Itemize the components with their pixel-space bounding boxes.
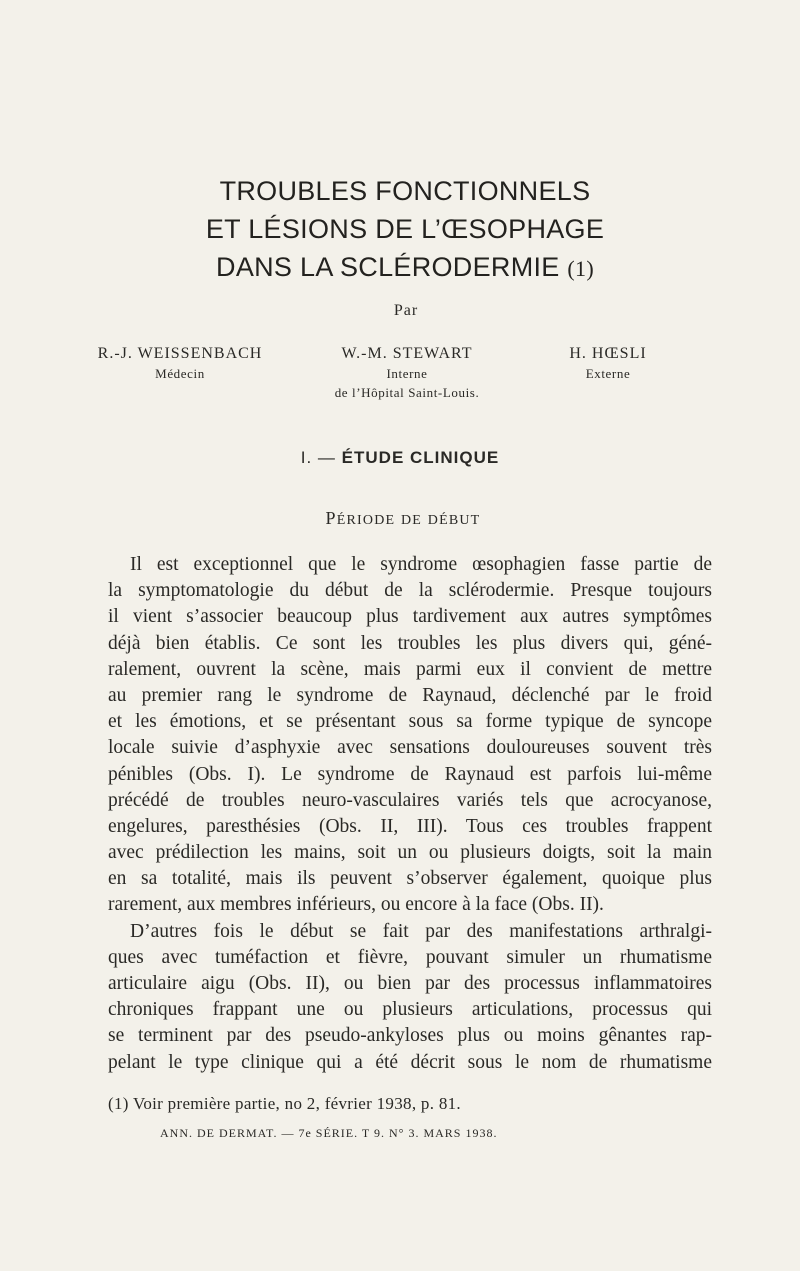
title-line-2: ET LÉSIONS DE L’ŒSOPHAGE bbox=[205, 214, 605, 244]
text-line: il vient s’associer beaucoup plus tardivement aux autres symptômes bbox=[108, 606, 712, 628]
text-line: en sa totalité, mais ils peuvent s’observer également, quoique plus bbox=[108, 868, 712, 890]
title-line-1: TROUBLES FONCTIONNELS bbox=[219, 176, 591, 206]
text-line: précédé de troubles neuro-vasculaires variés tels que acrocyanose, bbox=[108, 789, 712, 811]
text-line: Il est exceptionnel que le syndrome œsophagien fasse partie de bbox=[130, 554, 712, 575]
page-footer: ANN. DE DERMAT. — 7e SÉRIE. T 9. N° 3. MARS 1938. bbox=[160, 1126, 498, 1140]
text-line: pénibles (Obs. I). Le syndrome de Raynaud est parfois lui-même bbox=[108, 763, 712, 785]
author-name: H. HŒSLI bbox=[569, 345, 647, 362]
text-line: déjà bien établis. Ce sont les troubles les plus divers qui, géné- bbox=[108, 632, 712, 654]
author-weissenbach bbox=[85, 345, 275, 382]
text-line: ques avec tuméfaction et fièvre, pouvant simuler un rhumatisme bbox=[108, 946, 712, 968]
text-line: se terminent par des pseudo-ankyloses plus ou moins gênantes rap- bbox=[108, 1025, 712, 1047]
text-line: ralement, ouvrent la scène, mais parmi eux il convient de mettre bbox=[108, 658, 712, 680]
author-hoesli bbox=[548, 345, 668, 382]
author-stewart bbox=[302, 345, 512, 401]
title-line-3 bbox=[60, 252, 750, 283]
author-affiliation: de l’Hôpital Saint-Louis. bbox=[334, 385, 480, 400]
text-line: au premier rang le syndrome de Raynaud, déclenché par le froid bbox=[108, 684, 712, 706]
author-role: Médecin bbox=[155, 366, 205, 381]
text-line: pelant le type clinique qui a été décrit sous le nom de rhumatisme bbox=[108, 1051, 712, 1073]
author-name: W.-M. STEWART bbox=[341, 345, 473, 362]
text-line: locale suivie d’asphyxie avec sensations douloureuses souvent très bbox=[108, 737, 712, 759]
body-text bbox=[108, 552, 712, 1076]
text-line: chroniques frappant une ou plusieurs articulations, processus qui bbox=[108, 999, 712, 1021]
author-name: R.-J. WEISSENBACH bbox=[97, 345, 263, 362]
text-line: avec prédilection les mains, soit un ou plusieurs doigts, soit la main bbox=[108, 842, 712, 864]
text-line: articulaire aigu (Obs. II), ou bien par des processus inflammatoires bbox=[108, 973, 712, 994]
footnote: (1) Voir première partie, no 2, février 1938, p. 81. bbox=[108, 1094, 461, 1113]
author-role: Externe bbox=[585, 366, 631, 381]
title-footnote-ref: (1) bbox=[567, 256, 594, 281]
title-line-3-text: DANS LA SCLÉRODERMIE bbox=[216, 252, 560, 282]
text-line: rarement, aux membres inférieurs, ou encore à la face (Obs. II). bbox=[108, 894, 604, 916]
text-line: et les émotions, et se présentant sous sa forme typique de syncope bbox=[108, 711, 712, 733]
text-line: engelures, paresthésies (Obs. II, III). Tous ces troubles frappent bbox=[108, 815, 712, 837]
section-heading bbox=[0, 448, 800, 468]
subsection-heading: PÉRIODE DE DÉBUT bbox=[325, 508, 481, 528]
author-role: Interne bbox=[386, 366, 428, 381]
section-title: ÉTUDE CLINIQUE bbox=[341, 448, 500, 467]
text-line: D’autres fois le début se fait par des manifestations arthralgi- bbox=[130, 920, 712, 942]
text-line: la symptomatologie du début de la sclérodermie. Presque toujours bbox=[108, 580, 712, 602]
section-number: I. — bbox=[300, 448, 336, 467]
by-label: Par bbox=[393, 302, 419, 319]
